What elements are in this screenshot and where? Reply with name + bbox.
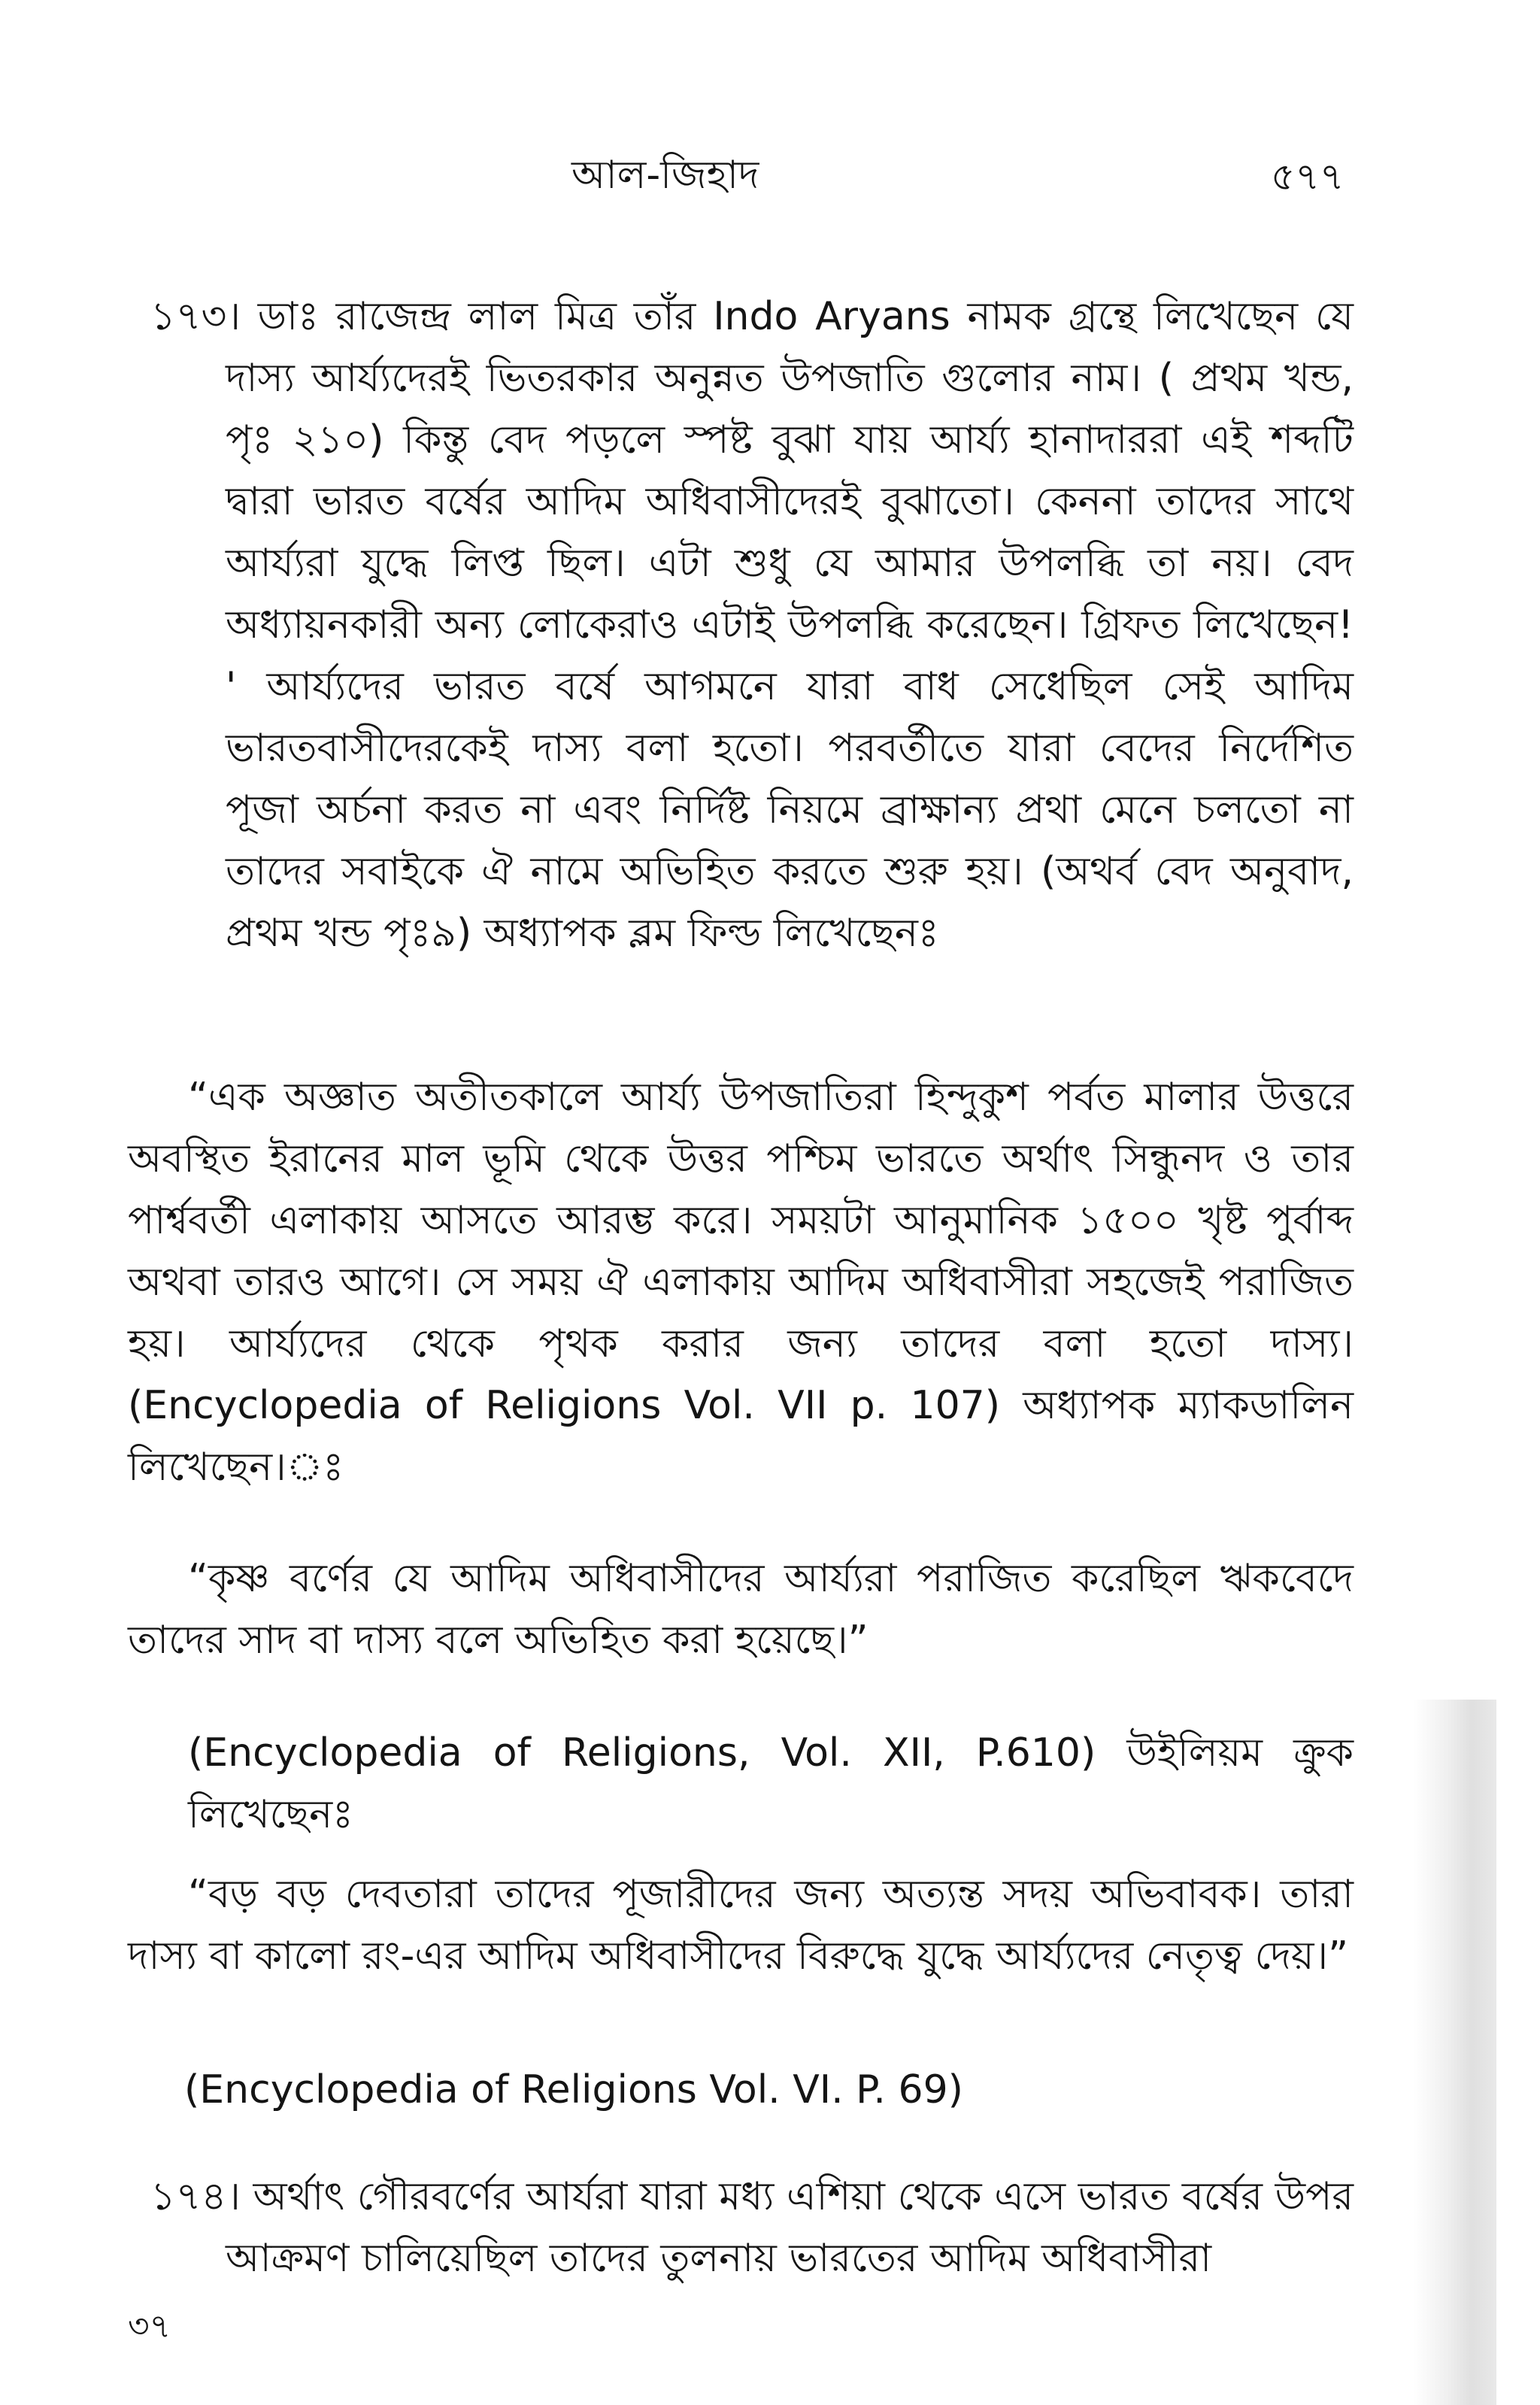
citation-block-2 <box>128 1722 1354 1845</box>
quote-block-2 <box>128 1548 1354 1671</box>
citation-2-text: (Encyclopedia of Religions, Vol. XII, P.610) উইলিয়ম ক্রুক লিখেছেনঃ <box>188 1730 1354 1837</box>
citation-block-3 <box>184 2059 1312 2121</box>
footnote-173-number: ১৭৩। <box>150 294 241 339</box>
quote-2-text: “কৃষ্ণ বর্ণের যে আদিম অধিবাসীদের আর্য্যরা পরাজিত করেছিল ঋকবেদে তাদের সাদ বা দাস্য বলে অভিহিত করা হয়েছে।” <box>128 1556 1354 1663</box>
footnote-174 <box>150 2166 1354 2289</box>
page-number: ৫৭৭ <box>1271 155 1344 199</box>
quote-3-text: “বড় বড় দেবতারা তাদের পূজারীদের জন্য অত্যন্ত সদয় অভিবাবক। তারা দাস্য বা কালো রং-এর আদিম অধিবাসীদের বিরুদ্ধে যুদ্ধে আর্য্যদের নেতৃত্ব দেয়।” <box>128 1872 1354 1979</box>
footnote-174-number: ১৭৪। <box>150 2174 241 2219</box>
printer-signature-mark: ৩৭ <box>128 2307 171 2346</box>
footnote-174-text: অর্থাৎ গৌরবর্ণের আর্যরা যারা মধ্য এশিয়া থেকে এসে ভারত বর্ষের উপর আক্রমণ চালিয়েছিল তাদের তুলনায় ভারতের আদিম অধিবাসীরা <box>226 2174 1354 2281</box>
quote-block-3 <box>128 1864 1354 1987</box>
quote-1-text: “এক অজ্ঞাত অতীতকালে আর্য্য উপজাতিরা হিন্দুকুশ পর্বত মালার উত্তরে অবস্থিত ইরানের মাল ভূমি থেকে উত্তর পশ্চিম ভারতে অর্থাৎ সিন্ধুনদ ও তার পার্শ্ববর্তী এলাকায় আসতে আরম্ভ করে। সময়টা আনুমানিক ১৫০০ খৃষ্ট পুর্বাব্দ অথবা তারও আগে। সে সময় ঐ এলাকায় আদিম অধিবাসীরা সহজেই পরাজিত হয়। আর্য্যদের থেকে পৃথক করার জন্য তাদের বলা হতো দাস্য। (Encyclopedia of Religions Vol. VII p. 107) অধ্যাপক ম্যাকডালিন লিখেছেন।ঃ <box>128 1075 1354 1490</box>
footnote-173 <box>150 286 1354 964</box>
scan-shadow-edge <box>1414 1700 1496 2405</box>
citation-3-text: (Encyclopedia of Religions Vol. VI. P. 69) <box>184 2067 963 2112</box>
quote-block-1 <box>128 1066 1354 1498</box>
running-header-title: আল-জিহাদ <box>571 153 759 198</box>
footnote-173-text: ডাঃ রাজেন্দ্র লাল মিত্র তাঁর Indo Aryans নামক গ্রন্থে লিখেছেন যে দাস্য আর্য্যদেরই ভিতরকার অনুন্নত উপজাতি গুলোর নাম। ( প্রথম খন্ড, পৃঃ ২১০) কিন্তু বেদ পড়লে স্পষ্ট বুঝা যায় আর্য্য হানাদাররা এই শব্দটি দ্বারা ভারত বর্ষের আদিম অধিবাসীদেরই বুঝাতো। কেননা তাদের সাথে আর্য্যরা যুদ্ধে লিপ্ত ছিল। এটা শুধু যে আমার উপলব্ধি তা নয়। বেদ অধ্যায়নকারী অন্য লোকেরাও এটাই উপলব্ধি করেছেন। গ্রিফত লিখেছেন! ' আর্য্যদের ভারত বর্ষে আগমনে যারা বাধ সেধেছিল সেই আদিম ভারতবাসীদেরকেই দাস্য বলা হতো। পরবর্তীতে যারা বেদের নির্দেশিত পূজা অর্চনা করত না এবং নির্দিষ্ট নিয়মে ব্রাক্ষান্য প্রথা মেনে চলতো না তাদের সবাইকে ঐ নামে অভিহিত করতে শুরু হয়। (অথর্ব বেদ অনুবাদ, প্রথম খন্ড পৃঃ৯) অধ্যাপক ব্লম ফিল্ড লিখেছেনঃ <box>226 294 1354 956</box>
